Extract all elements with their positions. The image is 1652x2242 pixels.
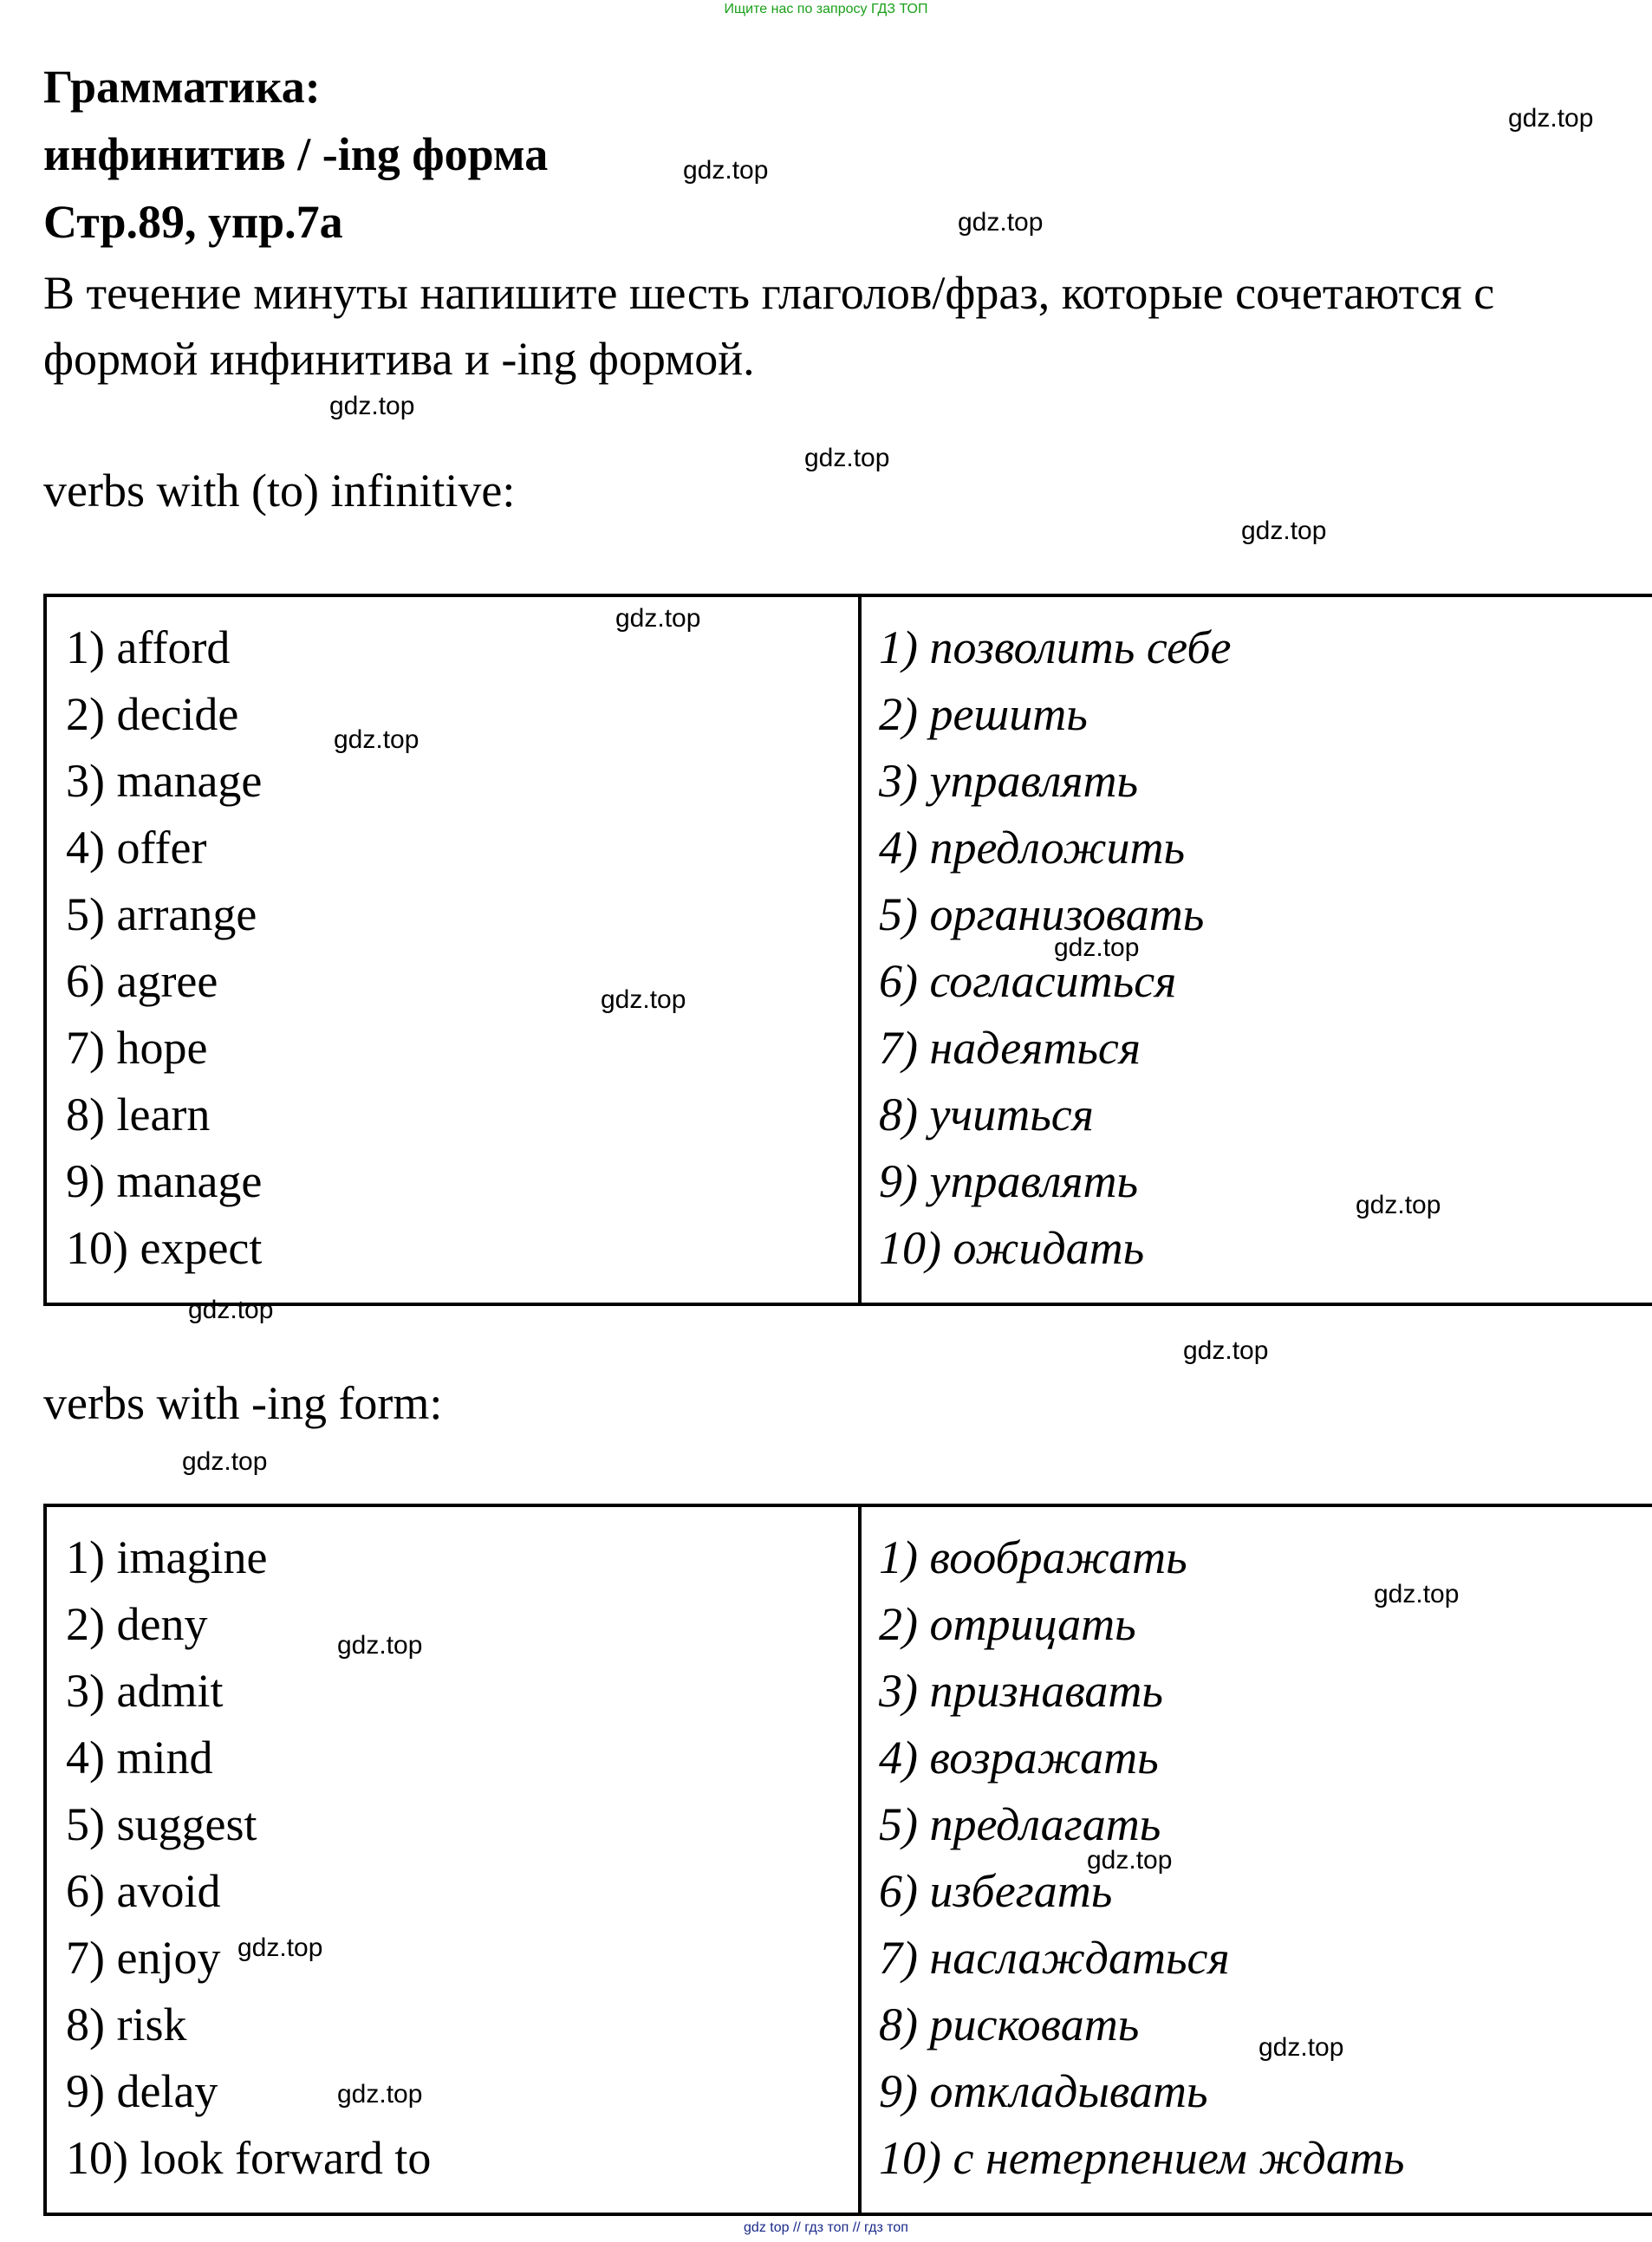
- list-item: 2) deny: [66, 1598, 208, 1650]
- watermark: gdz.top: [1183, 1336, 1269, 1365]
- list-item: 5) arrange: [66, 888, 257, 940]
- header-note: Ищите нас по запросу ГДЗ ТОП: [724, 2, 928, 16]
- ing-english-column: [47, 1507, 862, 2213]
- watermark: gdz.top: [1259, 2033, 1344, 2062]
- watermark: gdz.top: [683, 156, 769, 185]
- infinitive-english-column: [47, 597, 862, 1303]
- watermark: gdz.top: [1087, 1846, 1173, 1875]
- infinitive-russian-column: [862, 597, 1652, 1303]
- footer-note: gdz top // гдз топ // гдз топ: [744, 2220, 908, 2235]
- list-item: 8) рисковать: [879, 1998, 1140, 2050]
- instruction-text: В течение минуты напишите шесть глаголов/фраз, которые сочетаются с формой инфинитива и -ing формой.: [43, 267, 1495, 385]
- list-item: 2) решить: [879, 688, 1088, 740]
- section-infinitive-label: verbs with (to) infinitive:: [43, 465, 516, 517]
- list-item: 4) предложить: [879, 822, 1186, 874]
- list-item: 8) risk: [66, 1998, 187, 2050]
- section-ing-label: verbs with -ing form:: [43, 1377, 443, 1429]
- list-item: 7) enjoy: [66, 1932, 221, 1984]
- watermark: gdz.top: [337, 2080, 423, 2109]
- watermark: gdz.top: [958, 208, 1044, 237]
- watermark: gdz.top: [1374, 1580, 1460, 1608]
- watermark: gdz.top: [188, 1296, 274, 1324]
- list-item: 5) suggest: [66, 1798, 257, 1850]
- list-item: 10) с нетерпением ждать: [879, 2132, 1405, 2184]
- watermark: gdz.top: [1508, 104, 1594, 133]
- ing-table: [43, 1504, 1652, 2216]
- watermark: gdz.top: [334, 725, 420, 754]
- watermark: gdz.top: [615, 604, 701, 633]
- watermark: gdz.top: [804, 444, 890, 472]
- list-item: 1) imagine: [66, 1531, 268, 1583]
- list-item: 6) избегать: [879, 1865, 1113, 1917]
- list-item: 3) управлять: [879, 755, 1139, 807]
- list-item: 2) decide: [66, 688, 239, 740]
- title-grammar: Грамматика:: [43, 61, 321, 113]
- watermark: gdz.top: [237, 1933, 323, 1962]
- list-item: 6) avoid: [66, 1865, 221, 1917]
- list-item: 1) позволить себе: [879, 621, 1232, 673]
- watermark: gdz.top: [337, 1631, 423, 1660]
- list-item: 3) manage: [66, 755, 263, 807]
- list-item: 4) возражать: [879, 1732, 1159, 1784]
- list-item: 2) отрицать: [879, 1598, 1136, 1650]
- list-item: 4) mind: [66, 1732, 213, 1784]
- watermark: gdz.top: [329, 392, 415, 420]
- watermark: gdz.top: [1054, 933, 1140, 962]
- title-page-exercise: Стр.89, упр.7а: [43, 196, 343, 248]
- list-item: 9) управлять: [879, 1155, 1139, 1207]
- list-item: 9) откладывать: [879, 2065, 1208, 2117]
- watermark: gdz.top: [601, 985, 686, 1014]
- list-item: 9) delay: [66, 2065, 218, 2117]
- list-item: 5) предлагать: [879, 1798, 1161, 1850]
- watermark: gdz.top: [1241, 517, 1327, 545]
- title-topic: инфинитив / -ing форма: [43, 128, 549, 180]
- watermark: gdz.top: [1356, 1191, 1441, 1219]
- list-item: 8) учиться: [879, 1089, 1094, 1140]
- list-item: 7) hope: [66, 1022, 208, 1074]
- list-item: 10) look forward to: [66, 2132, 432, 2184]
- list-item: 5) организовать: [879, 888, 1205, 940]
- list-item: 3) admit: [66, 1665, 224, 1717]
- list-item: 9) manage: [66, 1155, 263, 1207]
- watermark: gdz.top: [182, 1447, 268, 1476]
- list-item: 8) learn: [66, 1089, 211, 1140]
- list-item: 10) ожидать: [879, 1222, 1145, 1274]
- list-item: 1) afford: [66, 621, 231, 673]
- list-item: 7) надеяться: [879, 1022, 1141, 1074]
- ing-russian-column: [862, 1507, 1652, 2213]
- list-item: 7) наслаждаться: [879, 1932, 1230, 1984]
- list-item: 6) agree: [66, 955, 218, 1007]
- list-item: 10) expect: [66, 1222, 263, 1274]
- list-item: 6) согласиться: [879, 955, 1177, 1007]
- list-item: 1) воображать: [879, 1531, 1187, 1583]
- list-item: 4) offer: [66, 822, 207, 874]
- list-item: 3) признавать: [879, 1665, 1163, 1717]
